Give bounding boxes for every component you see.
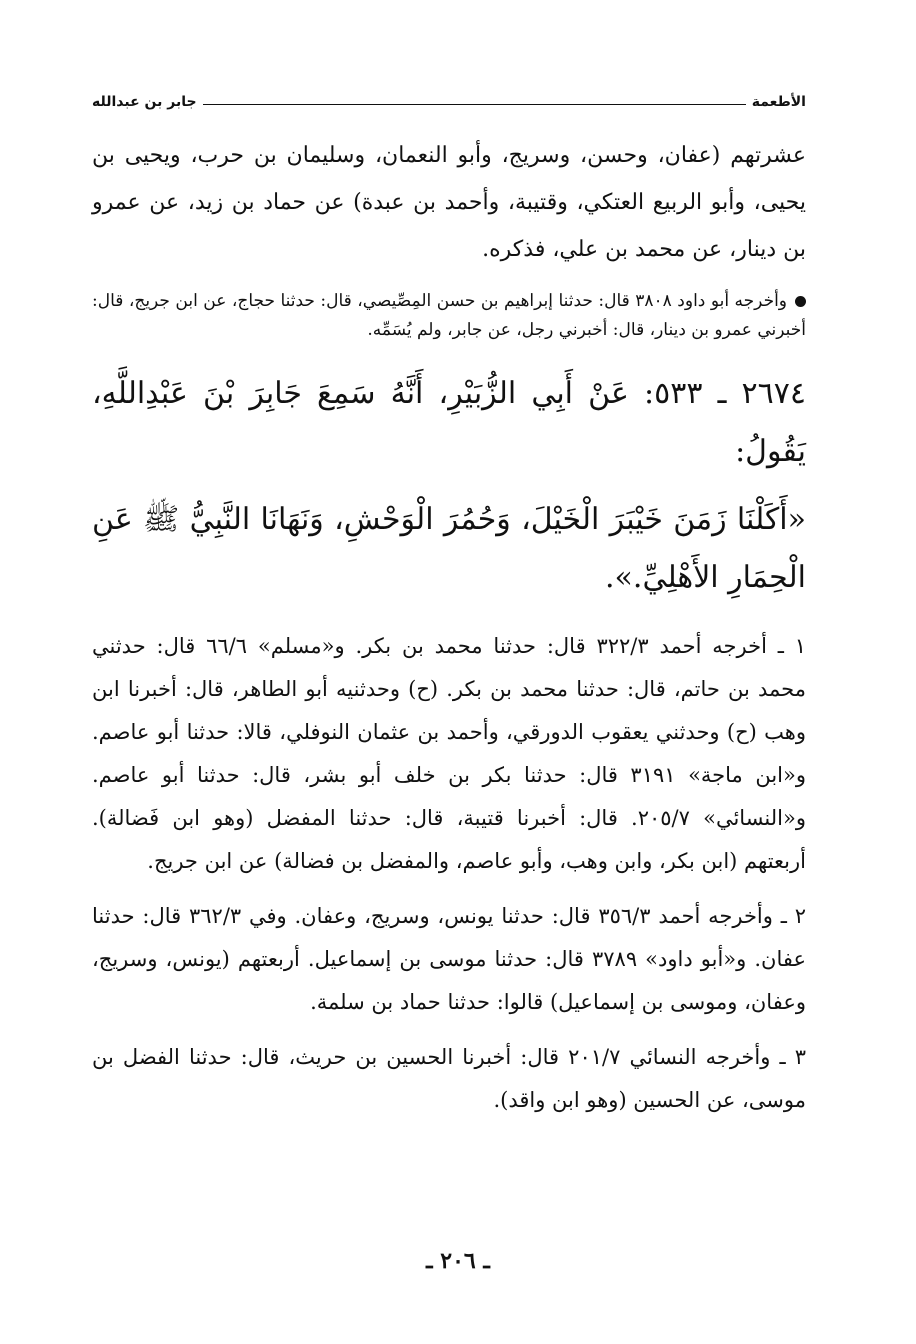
takhrij-paragraph-1: ١ ـ أخرجه أحمد ٣٢٢/٣ قال: حدثنا محمد بن بكر. و«مسلم» ٦٦/٦ قال: حدثني محمد بن حاتم، قال: حدثنا محمد بن بكر. (ح) وحدثنيه أبو الطاهر، قال: أخبرنا ابن وهب (ح) وحدثني يعقوب الدورقي، وأحمد بن عثمان النوفلي، قالا: حدثنا أبو عاصم. و«ابن ماجة» ٣١٩١ قال: حدثنا بكر بن خلف أبو بشر، قال: حدثنا أبو عاصم. و«النسائي» ٢٠٥/٧. قال: أخبرنا قتيبة، قال: حدثنا المفضل (وهو ابن فَضالة). أربعتهم (ابن بكر، وابن وهب، وأبو عاصم، والمفضل بن فضالة) عن ابن جريج. xyxy=(92,634,806,873)
narrator-title: جابر بن عبدالله xyxy=(92,94,197,110)
continuation-paragraph: عشرتهم (عفان، وحسن، وسريج، وأبو النعمان، وسليمان بن حرب، ويحيى بن يحيى، وأبو الربيع العتكي، وقتيبة، وأحمد بن عبدة) عن حماد بن زيد، عن عمرو بن دينار، عن محمد بن علي، فذكره. xyxy=(92,143,806,262)
bullet-note-text: وأخرجه أبو داود ٣٨٠٨ قال: حدثنا إبراهيم بن حسن المِصِّيصي، قال: حدثنا حجاج، عن ابن جريج، قال: أخبرني عمرو بن دينار، قال: أخبرني رجل، عن جابر، ولم يُسَمِّه. xyxy=(92,291,806,340)
hadith-text: «أَكَلْنَا زَمَنَ خَيْبَرَ الْخَيْلَ، وَحُمُرَ الْوَحْشِ، وَنَهَانَا النَّبِيُّ ﷺ عَنِ الْحِمَارِ الأَهْلِيِّ.». xyxy=(92,502,806,595)
bullet-icon xyxy=(795,296,806,307)
running-header xyxy=(92,90,806,114)
page-number: ـ ٢٠٦ ـ xyxy=(426,1248,490,1274)
hadith-heading: ٢٦٧٤ ـ ٥٣٣: عَنْ أَبِي الزُّبَيْرِ، أَنَّهُ سَمِعَ جَابِرَ بْنَ عَبْدِاللَّهِ، يَقُولُ: xyxy=(92,376,806,469)
bullet-note xyxy=(92,287,806,345)
header-rule xyxy=(203,104,746,105)
chapter-title: الأطعمة xyxy=(751,94,806,110)
page-body xyxy=(92,132,806,1134)
takhrij-paragraph-2: ٢ ـ وأخرجه أحمد ٣٥٦/٣ قال: حدثنا يونس، وسريج، وعفان. وفي ٣٦٢/٣ قال: حدثنا عفان. و«أبو داود» ٣٧٨٩ قال: حدثنا موسى بن إسماعيل. أربعتهم (يونس، وسريج، وعفان، وموسى بن إسماعيل) قالوا: حدثنا حماد بن سلمة. xyxy=(92,904,806,1014)
takhrij-paragraph-3: ٣ ـ وأخرجه النسائي ٢٠١/٧ قال: أخبرنا الحسين بن حريث، قال: حدثنا الفضل بن موسى، عن الحسين (وهو ابن واقد). xyxy=(92,1045,806,1112)
